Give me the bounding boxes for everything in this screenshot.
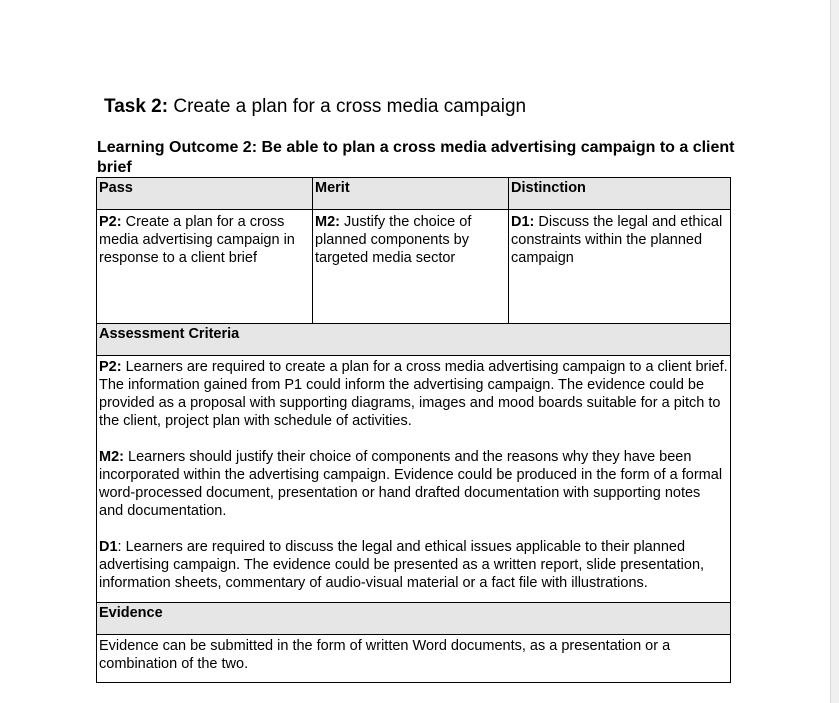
evidence-body-row xyxy=(97,635,731,683)
task-title-text: Create a plan for a cross media campaign xyxy=(173,96,527,117)
paragraph-code: P2: xyxy=(99,359,122,375)
page-edge xyxy=(830,0,839,703)
paragraph-text: : Learners are required to discuss the legal and ethical issues applicable to their planned advertising campaign. The evidence could be presented as a written report, slide presentation, information sheets, commentary of audio-visual material or a fact file with illustrations. xyxy=(99,539,705,591)
header-pass: Pass xyxy=(97,178,313,210)
paragraph-code: D1 xyxy=(99,539,118,555)
criterion-code: P2: xyxy=(99,214,122,230)
assessment-body-row xyxy=(97,356,731,603)
header-distinction: Distinction xyxy=(509,178,731,210)
evidence-text: Evidence can be submitted in the form of written Word documents, as a presentation or a combination of the two. xyxy=(97,635,731,683)
criterion-text: Justify the choice of planned components by targeted media sector xyxy=(315,214,472,266)
assessment-header-row xyxy=(97,324,731,356)
criterion-code: D1: xyxy=(511,214,535,230)
criterion-merit xyxy=(313,210,509,324)
task-label: Task 2: xyxy=(104,96,169,117)
header-merit: Merit xyxy=(313,178,509,210)
criterion-pass xyxy=(97,210,313,324)
paragraph-text: Learners are required to create a plan for a cross media advertising campaign to a client brief. The information gained from P1 could inform the advertising campaign. The evidence could be provided as a proposal with supporting diagrams, images and mood boards suitable for a pitch to the client, project plan with schedule of activities. xyxy=(99,359,728,429)
assessment-criteria-body xyxy=(97,356,731,603)
evidence-header-row xyxy=(97,603,731,635)
paragraph-text: Learners should justify their choice of components and the reasons why they have been incorporated within the advertising campaign. Evidence could be produced in the form of a formal word-processed document, presentation or hand drafted documentation with supporting notes and documentation. xyxy=(99,449,723,519)
assessment-table xyxy=(96,177,731,683)
paragraph-code: M2: xyxy=(99,449,124,465)
assessment-paragraph-m2 xyxy=(99,448,728,520)
task-title xyxy=(104,96,526,118)
criterion-distinction xyxy=(509,210,731,324)
assessment-paragraph-d1 xyxy=(99,538,728,592)
criterion-text: Create a plan for a cross media advertising campaign in response to a client brief xyxy=(99,214,295,266)
assessment-paragraph-p2 xyxy=(99,358,728,430)
evidence-heading: Evidence xyxy=(97,603,731,635)
criterion-code: M2: xyxy=(315,214,340,230)
assessment-criteria-heading: Assessment Criteria xyxy=(97,324,731,356)
criterion-text: Discuss the legal and ethical constraints within the planned campaign xyxy=(511,214,723,266)
grade-header-row xyxy=(97,178,731,210)
grade-criteria-row xyxy=(97,210,731,324)
learning-outcome-heading: Learning Outcome 2: Be able to plan a cross media advertising campaign to a client brief xyxy=(97,139,735,176)
